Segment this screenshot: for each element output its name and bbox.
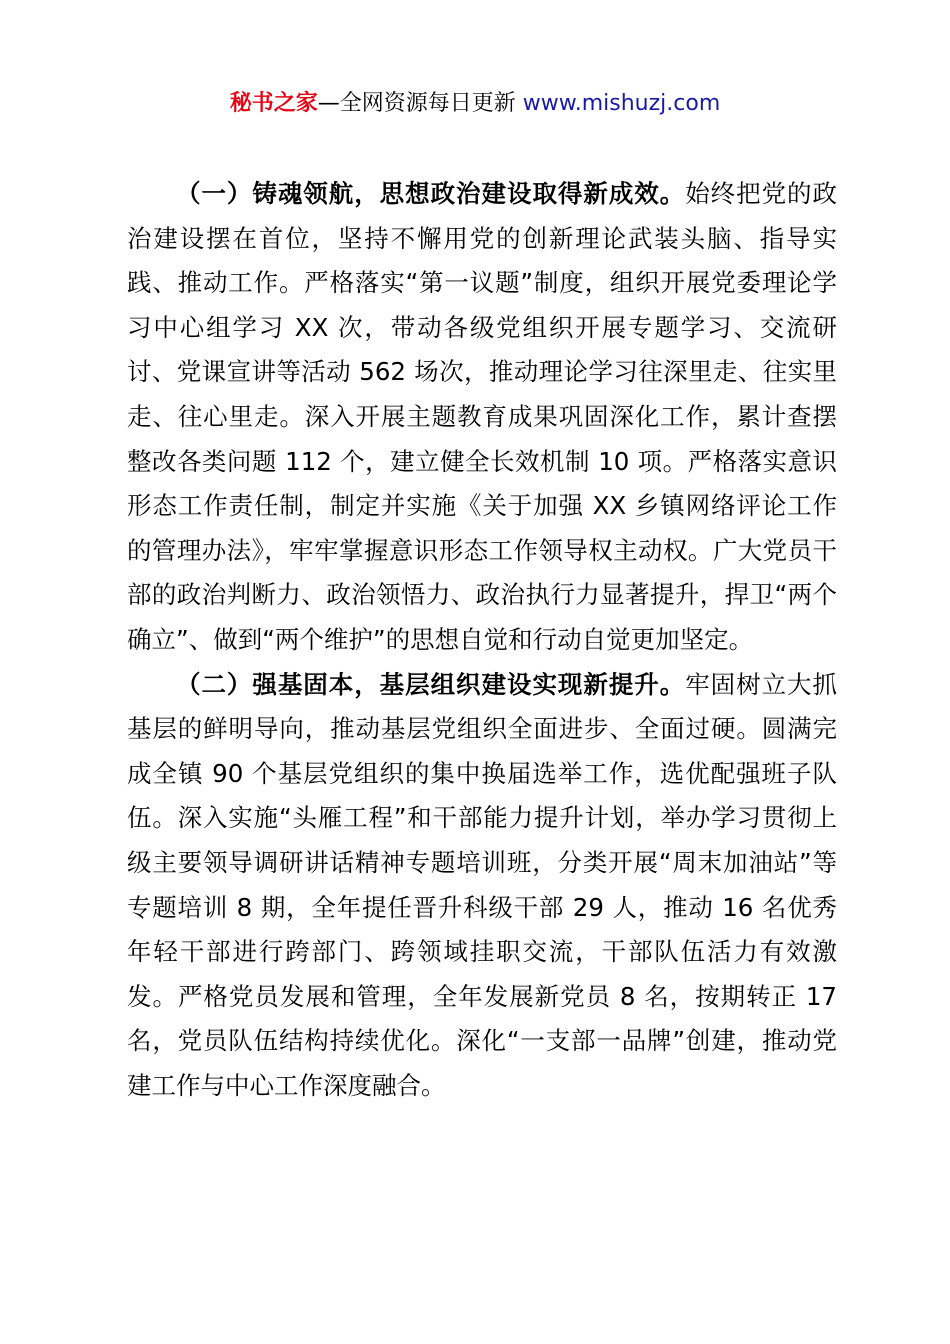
paragraph-ideology — [127, 172, 837, 663]
brand-name: 秘书之家 — [229, 91, 318, 116]
paragraph-organization — [127, 663, 837, 1109]
page-header — [0, 86, 950, 122]
paragraph-heading: （一）铸魂领航，思想政治建设取得新成效。 — [176, 179, 686, 208]
document-body — [127, 172, 837, 1108]
paragraph-text: 始终把党的政治建设摆在首位，坚持不懈用党的创新理论武装头脑、指导实践、推动工作。严格落实“第一议题”制度，组织开展党委理论学习中心组学习 XX 次，带动各级党组织开展专题学习、交流研讨、党课宣讲等活动 562 场次，推动理论学习往深里走、往实里走、往心里走。深入开展主题教育成果巩固深化工作，累计查摆整改各类问题 112 个，建立健全长效机制 10 项。严格落实意识形态工作责任制，制定并实施《关于加强 XX 乡镇网络评论工作的管理办法》，牢牢掌握意识形态工作领导权主动权。广大党员干部的政治判断力、政治领悟力、政治执行力显著提升，捍卫“两个确立”、做到“两个维护”的思想自觉和行动自觉更加坚定。 — [127, 179, 838, 654]
site-url-link[interactable]: www.mishuzj.com — [522, 91, 721, 116]
header-tagline: —全网资源每日更新 — [317, 91, 523, 116]
paragraph-text: 牢固树立大抓基层的鲜明导向，推动基层党组织全面进步、全面过硬。圆满完成全镇 90 个基层党组织的集中换届选举工作，选优配强班子队伍。深入实施“头雁工程”和干部能力提升计划，举办学习贯彻上级主要领导调研讲话精神专题培训班，分类开展“周末加油站”等专题培训 8 期，全年提任晋升科级干部 29 人，推动 16 名优秀年轻干部进行跨部门、跨领域挂职交流，干部队伍活力有效激发。严格党员发展和管理，全年发展新党员 8 名，按期转正 17 名，党员队伍结构持续优化。深化“一支部一品牌”创建，推动党建工作与中心工作深度融合。 — [127, 669, 838, 1100]
paragraph-heading: （二）强基固本，基层组织建设实现新提升。 — [176, 669, 686, 699]
